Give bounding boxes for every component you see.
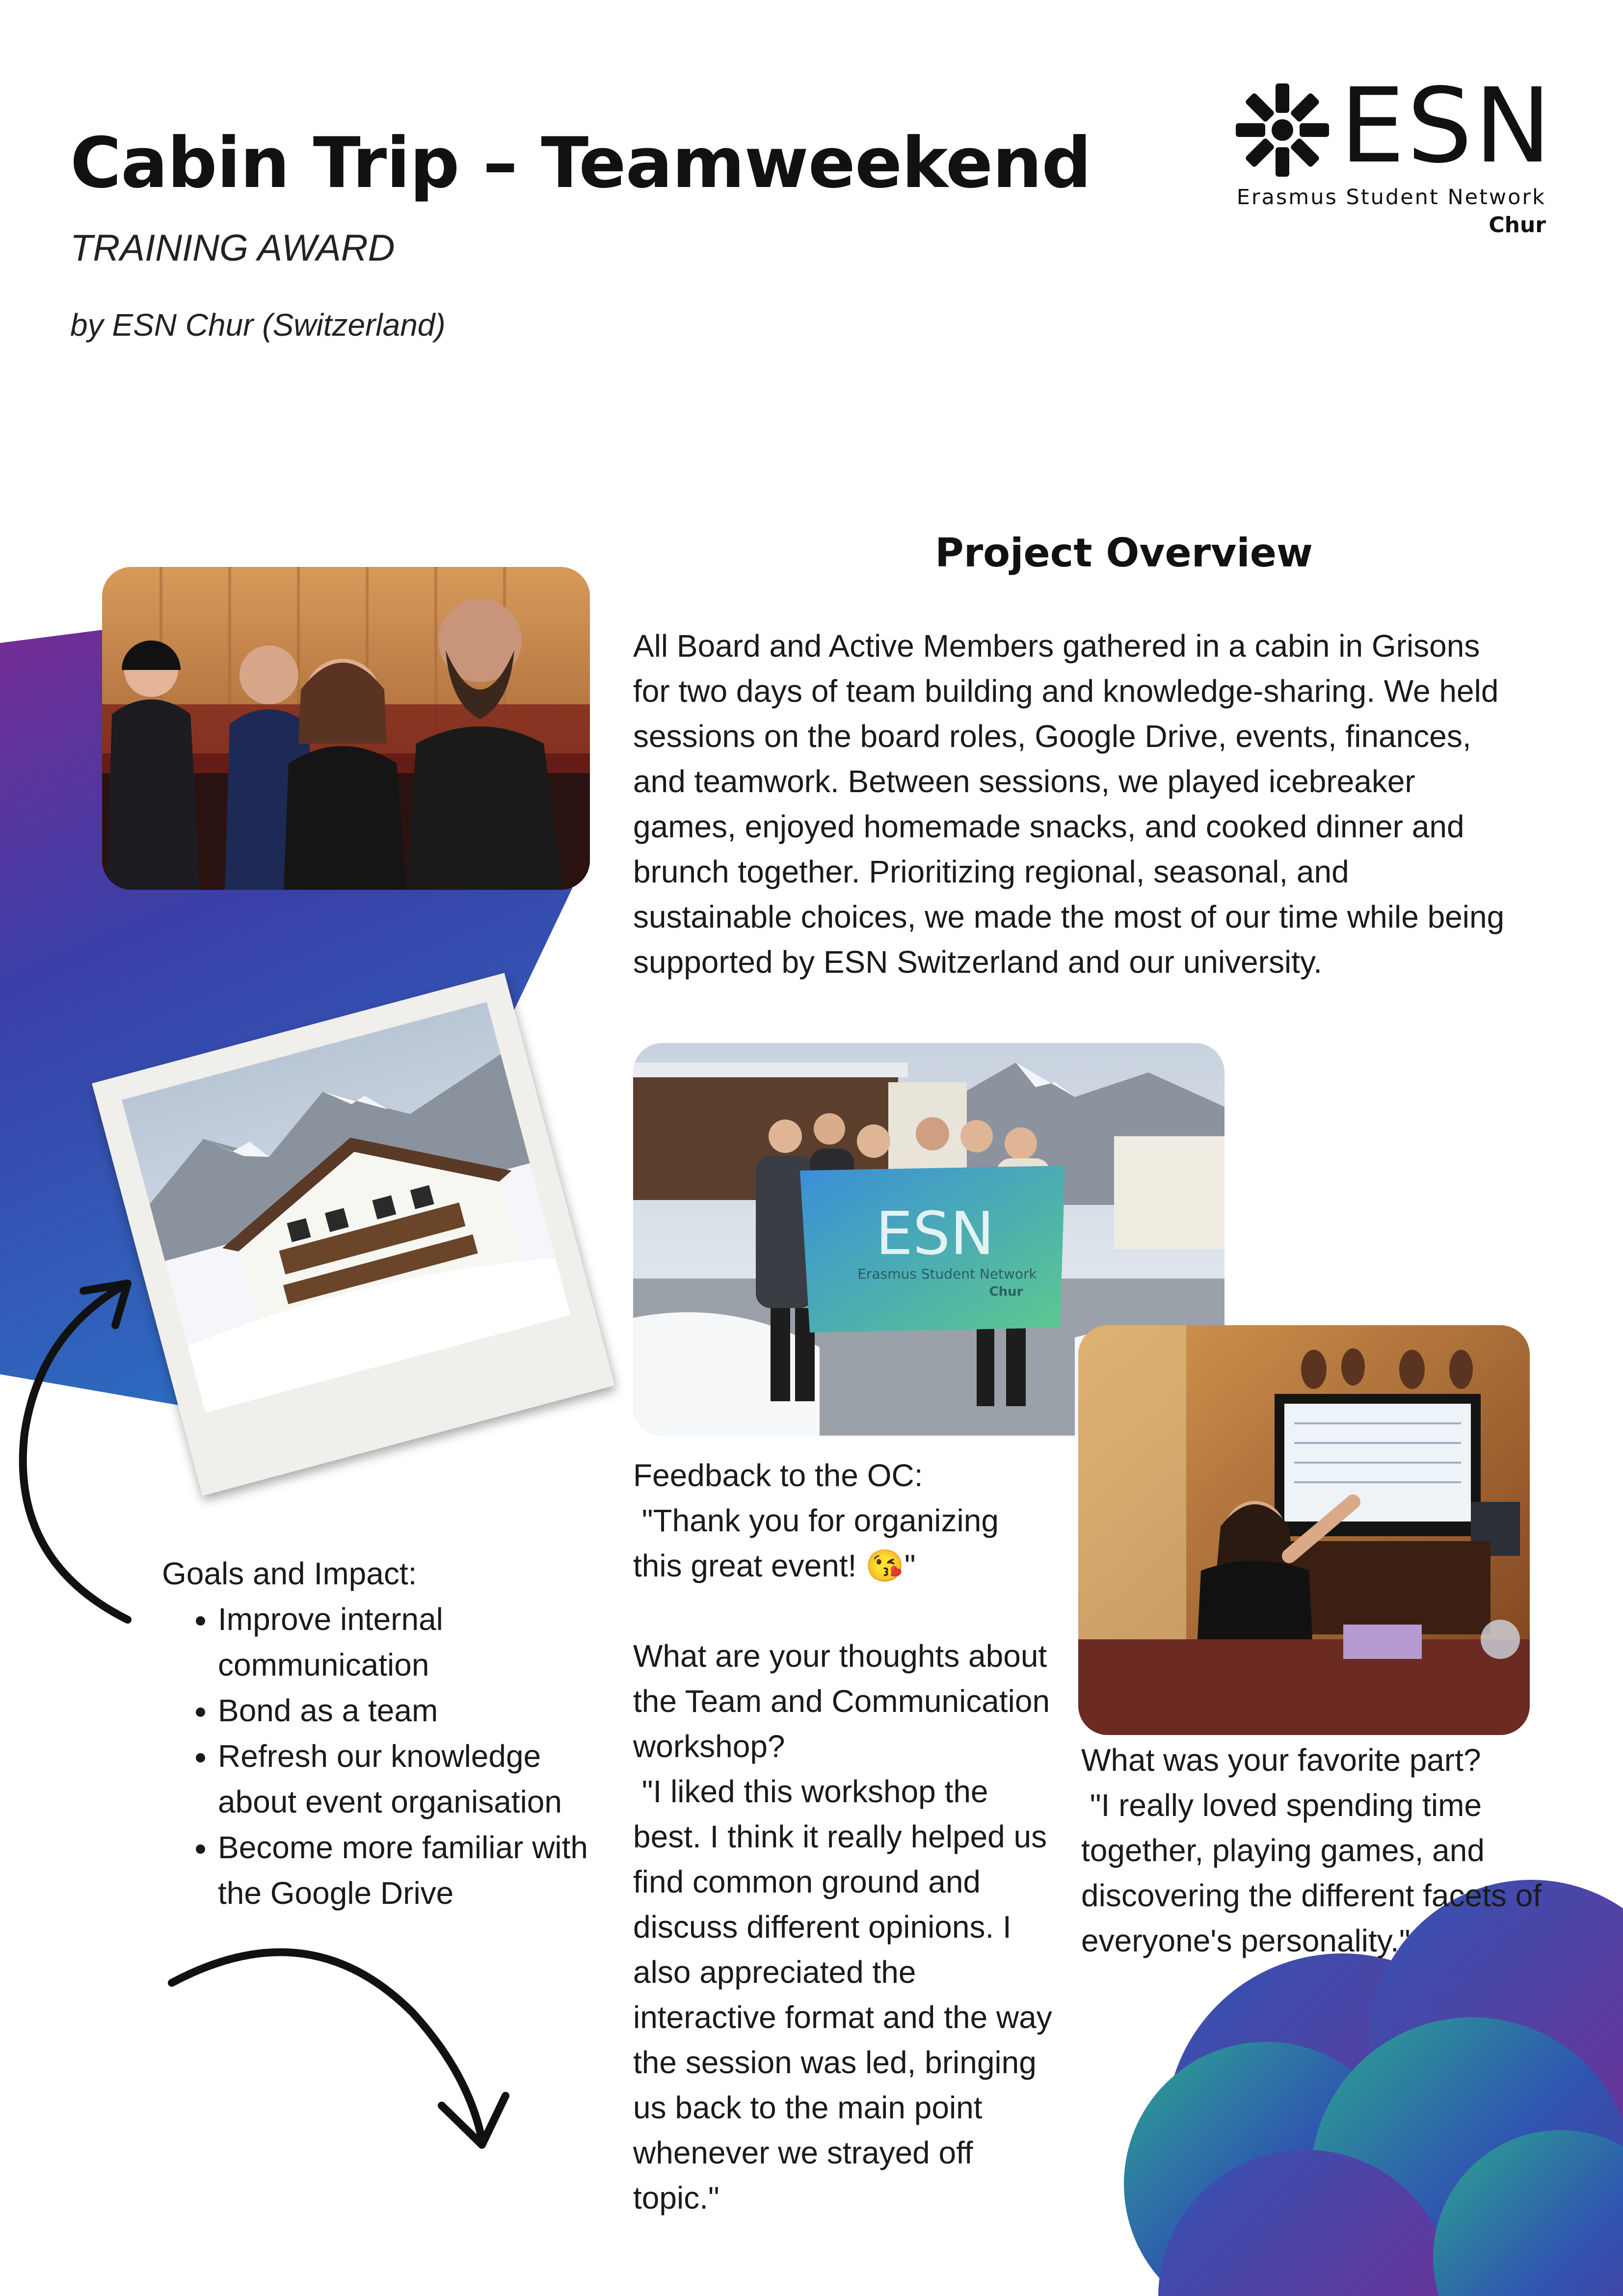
goal-item: • Refresh our knowledge about event organisation <box>218 1734 604 1825</box>
curved-arrow-up-icon <box>10 1256 157 1639</box>
esn-network-name: Erasmus Student Network <box>1236 185 1546 210</box>
goals-section <box>162 1551 604 1916</box>
feedback-heading: Feedback to the OC: <box>633 1458 923 1493</box>
esn-section-name: Chur <box>1489 213 1546 238</box>
photo-group-couch <box>102 567 590 890</box>
overview-body: All Board and Active Members gathered in a cabin in Grisons for two days of team building and knowledge-sharing. We held sessions on the board roles, Google Drive, events, finances, and teamwork. Between sessions, we played icebreaker games, enjoyed homemade snacks, and cooked dinner and brunch together. Prioritizing regional, seasonal, and sustainable choices, we made the most of our time while being supported by ESN Switzerland and our university. <box>633 628 1505 980</box>
flag-wordmark: ESN <box>876 1200 994 1268</box>
esn-logo <box>1229 66 1554 243</box>
feedback-quote-2: "I liked this workshop the best. I think it really helped us find common ground and discuss different opinions. I also appreciated the interactive format and the way the session was led, bringing us back to the main point whenever we strayed off topic." <box>633 1774 1061 2216</box>
goal-item: • Become more familiar with the Google Drive <box>218 1825 604 1916</box>
feedback-quote-1: "Thank you for organizing this great event! 😘" <box>633 1503 1008 1583</box>
goal-item: • Improve internal communication <box>218 1597 604 1688</box>
esn-star-icon <box>1233 81 1331 179</box>
goal-item: • Bond as a team <box>218 1688 604 1734</box>
feedback-question-2: What are your thoughts about the Team and Communication workshop? <box>633 1638 1050 1764</box>
flag-section: Chur <box>989 1284 1023 1299</box>
flag-network: Erasmus Student Network <box>857 1266 1037 1282</box>
goals-heading: Goals and Impact: <box>162 1556 417 1591</box>
overview-heading: Project Overview <box>935 530 1313 576</box>
favorite-quote: "I really loved spending time together, playing games, and discovering the different facets of everyone's personality." <box>1081 1788 1550 1958</box>
goals-list <box>162 1597 604 1916</box>
photo-workshop <box>1078 1325 1530 1735</box>
page-title: Cabin Trip – Teamweekend <box>70 123 1091 204</box>
favorite-section <box>1081 1737 1572 1963</box>
award-category: TRAINING AWARD <box>70 227 395 269</box>
esn-wordmark: ESN <box>1340 66 1554 186</box>
byline: by ESN Chur (Switzerland) <box>70 307 446 343</box>
favorite-question: What was your favorite part? <box>1081 1742 1481 1778</box>
feedback-section <box>633 1453 1061 2220</box>
curved-arrow-down-icon <box>162 1939 525 2160</box>
